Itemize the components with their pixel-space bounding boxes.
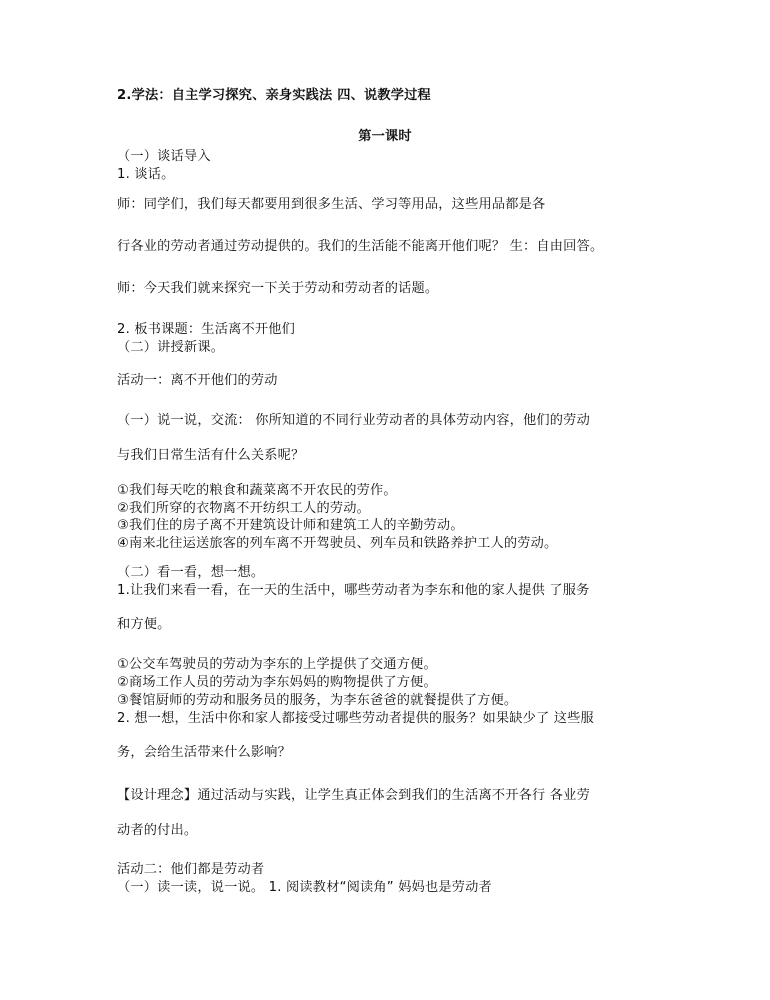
text-line: 行各业的劳动者通过劳动提供的。我们的生活能不能离开他们呢？ 生：自由回答。: [117, 239, 604, 254]
text-line: 和方便。: [117, 617, 171, 632]
activity-one-heading: 活动一：离不开他们的劳动: [117, 373, 278, 388]
design-concept-line: 【设计理念】通过活动与实践，让学生真正体会到我们的生活离不开各行 各业劳: [117, 788, 590, 803]
text-line: 务，会给生活带来什么影响？: [117, 745, 292, 760]
text-line: 师：同学们，我们每天都要用到很多生活、学习等用品，这些用品都是各: [117, 197, 546, 212]
lesson-title: 第一课时: [358, 129, 412, 144]
text-line: 2. 板书课题：生活离不开他们: [117, 322, 296, 337]
list-item: ③我们住的房子离不开建筑设计师和建筑工人的辛勤劳动。: [117, 518, 464, 533]
list-item: ③餐馆厨师的劳动和服务员的服务，为李东爸爸的就餐提供了方便。: [117, 693, 518, 708]
text-line: 2. 想一想，生活中你和家人都接受过哪些劳动者提供的服务？如果缺少了 这些服: [117, 711, 594, 726]
list-item: ④南来北往运送旅客的列车离不开驾驶员、列车员和铁路养护工人的劳动。: [117, 536, 558, 551]
list-item: ②商场工作人员的劳动为李东妈妈的购物提供了方便。: [117, 675, 437, 690]
list-item: ①公交车驾驶员的劳动为李东的上学提供了交通方便。: [117, 657, 437, 672]
activity-two-heading: 活动二：他们都是劳动者: [117, 862, 265, 877]
text-line: 师：今天我们就来探究一下关于劳动和劳动者的话题。: [117, 281, 439, 296]
text-line: （一）说一说，交流： 你所知道的不同行业劳动者的具体劳动内容，他们的劳动: [117, 413, 590, 428]
list-item: ②我们所穿的衣物离不开纺织工人的劳动。: [117, 501, 370, 516]
teaching-method-heading: 2.学法：自主学习探究、亲身实践法 四、说教学过程: [117, 88, 431, 103]
text-line: 1. 谈话。: [117, 167, 175, 182]
list-item: ①我们每天吃的粮食和蔬菜离不开农民的劳作。: [117, 483, 397, 498]
text-line: （二）看一看，想一想。: [117, 565, 265, 580]
text-line: 动者的付出。: [117, 823, 198, 838]
section-new-lesson-heading: （二）讲授新课。: [117, 340, 225, 355]
text-line: （一）读一读，说一说。 1. 阅读教材“阅读角” 妈妈也是劳动者: [117, 880, 492, 895]
section-intro-heading: （一）谈话导入: [117, 149, 211, 164]
text-line: 与我们日常生活有什么关系呢？: [117, 448, 305, 463]
text-line: 1.让我们来看一看，在一天的生活中，哪些劳动者为李东和他的家人提供 了服务: [117, 583, 590, 598]
